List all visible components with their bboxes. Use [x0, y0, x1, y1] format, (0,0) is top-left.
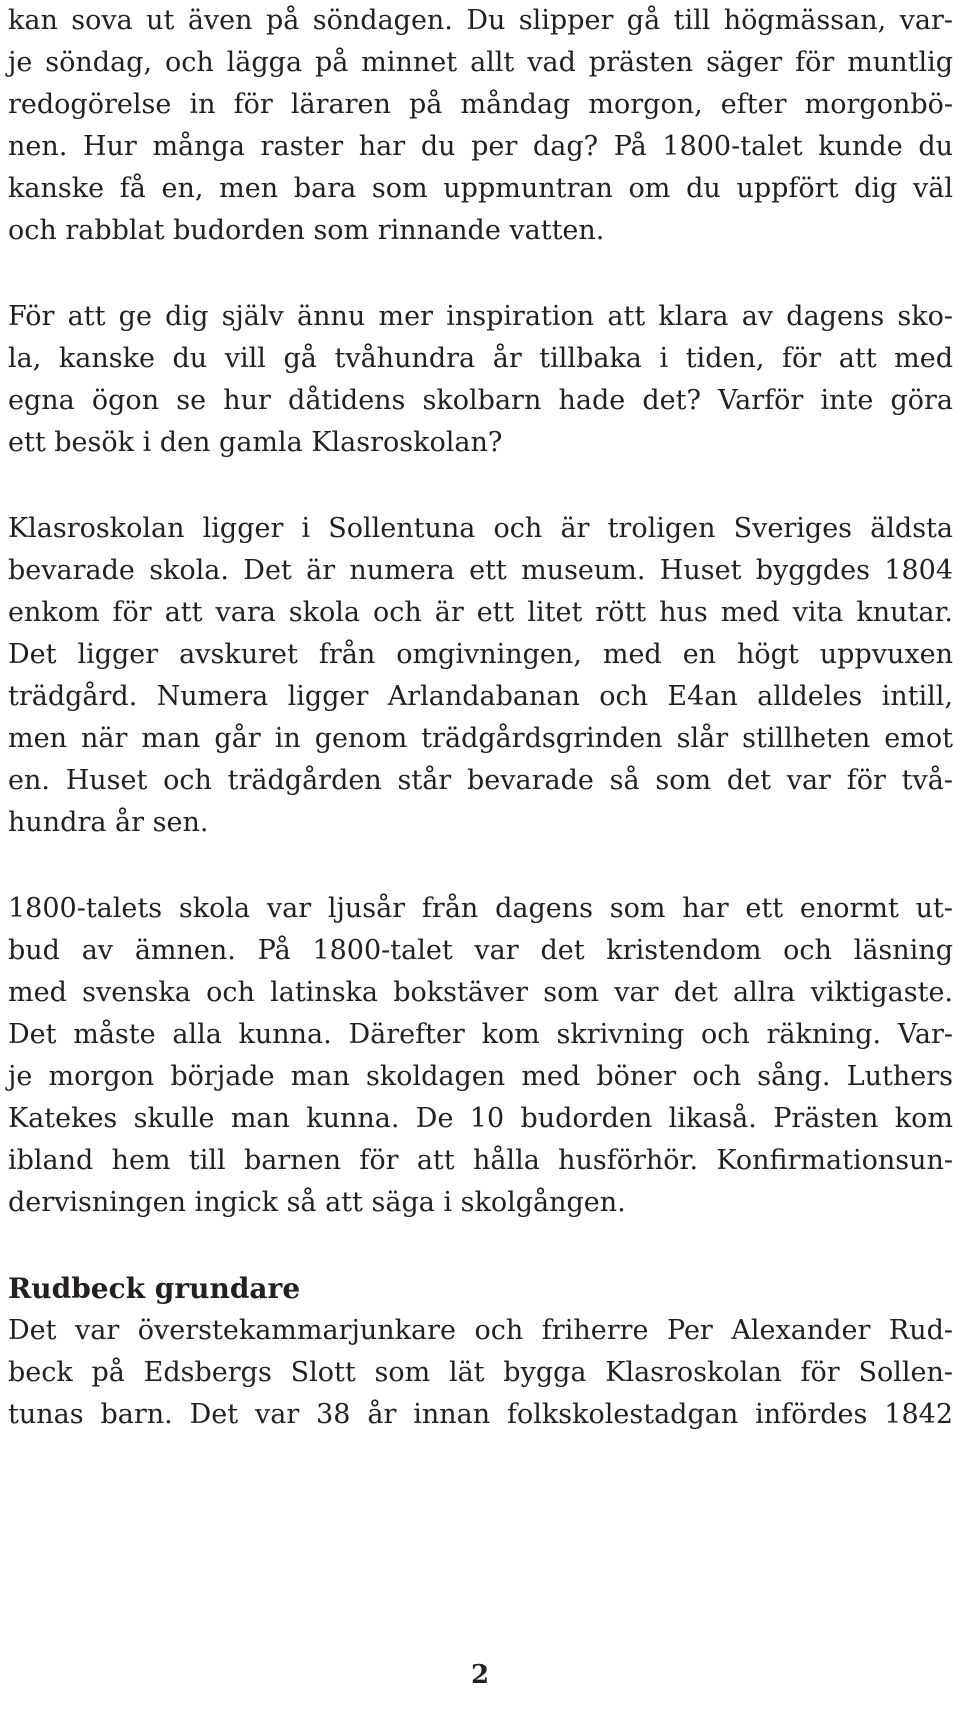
text-line: trädgård. Numera ligger Arlandabanan och E4an alldeles intill, — [8, 681, 953, 712]
text-line: Det ligger avskuret från omgivningen, med en högt uppvuxen — [8, 639, 953, 670]
paragraph-spacer — [8, 1224, 953, 1268]
text-line: 1800-talets skola var ljusår från dagens som har ett enormt ut- — [8, 893, 953, 924]
text-line: en. Huset och trädgården står bevarade så som det var för två- — [8, 765, 953, 796]
text-line: hundra år sen. — [8, 807, 209, 838]
document-page — [8, 0, 953, 1436]
paragraph-inspiration — [8, 296, 953, 464]
paragraph-klasroskolan — [8, 508, 953, 844]
text-line: med svenska och latinska bokstäver som var det allra viktigaste. — [8, 977, 953, 1008]
text-line: je morgon började man skoldagen med böner och sång. Luthers — [8, 1061, 953, 1092]
paragraph-spacer — [8, 464, 953, 508]
text-line: och rabblat budorden som rinnande vatten. — [8, 215, 605, 246]
text-line: kanske få en, men bara som uppmuntran om du uppfört dig väl — [8, 173, 953, 204]
text-line: je söndag, och lägga på minnet allt vad prästen säger för muntlig — [8, 47, 953, 78]
text-line: beck på Edsbergs Slott som lät bygga Klasroskolan för Sollen- — [8, 1357, 953, 1388]
text-line: nen. Hur många raster har du per dag? På 1800-talet kunde du — [8, 131, 953, 162]
text-line: tunas barn. Det var 38 år innan folkskolestadgan infördes 1842 — [8, 1399, 953, 1430]
paragraph-1800-school — [8, 888, 953, 1224]
text-line: men när man går in genom trädgårdsgrinden slår stillheten emot — [8, 723, 953, 754]
text-line: Katekes skulle man kunna. De 10 budorden likaså. Prästen kom — [8, 1103, 953, 1134]
text-line: la, kanske du vill gå tvåhundra år tillbaka i tiden, för att med — [8, 343, 953, 374]
text-line: dervisningen ingick så att säga i skolgången. — [8, 1187, 626, 1218]
text-line: Det var överstekammarjunkare och friherre Per Alexander Rud- — [8, 1315, 953, 1346]
page-number: 2 — [470, 1660, 490, 1690]
text-line: För att ge dig själv ännu mer inspiration att klara av dagens sko- — [8, 301, 953, 332]
section-rudbeck — [8, 1268, 953, 1436]
text-line: egna ögon se hur dåtidens skolbarn hade det? Varför inte göra — [8, 385, 953, 416]
text-line: ett besök i den gamla Klasroskolan? — [8, 427, 503, 458]
text-line: redogörelse in för läraren på måndag morgon, efter morgonbö- — [8, 89, 953, 120]
text-line: bevarade skola. Det är numera ett museum. Huset byggdes 1804 — [8, 555, 953, 586]
text-line: Klasroskolan ligger i Sollentuna och är troligen Sveriges äldsta — [8, 513, 953, 544]
paragraph-sunday — [8, 0, 953, 252]
text-line: Det måste alla kunna. Därefter kom skrivning och räkning. Var- — [8, 1019, 953, 1050]
paragraph-spacer — [8, 844, 953, 888]
text-line: kan sova ut även på söndagen. Du slipper gå till högmässan, var- — [8, 5, 953, 36]
text-line: bud av ämnen. På 1800-talet var det kristendom och läsning — [8, 935, 953, 966]
paragraph-spacer — [8, 252, 953, 296]
text-line: enkom för att vara skola och är ett litet rött hus med vita knutar. — [8, 597, 953, 628]
section-heading: Rudbeck grundare — [8, 1272, 301, 1305]
text-line: ibland hem till barnen för att hålla husförhör. Konfirmationsun- — [8, 1145, 953, 1176]
